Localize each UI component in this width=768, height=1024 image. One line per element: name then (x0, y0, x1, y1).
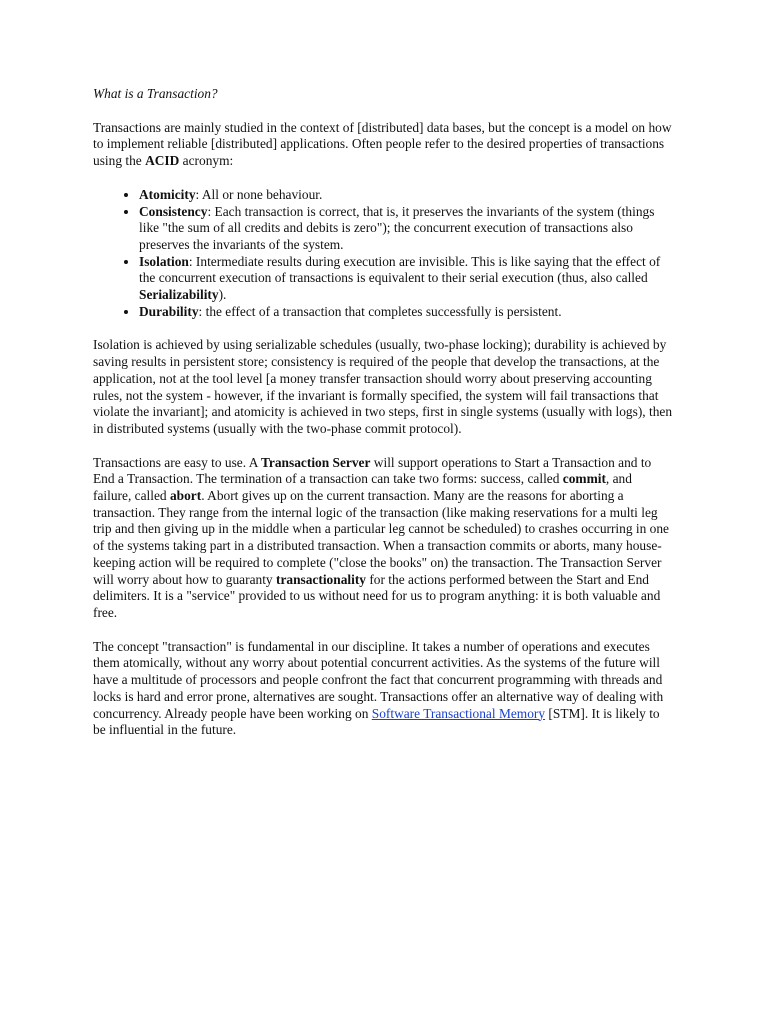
desc-isolation-end: ). (218, 287, 227, 303)
document-page (93, 86, 673, 756)
term-transactionality: transactionality (275, 571, 366, 587)
desc-durability: : the effect of a transaction that completes successfully is persistent. (198, 303, 562, 319)
term-consistency: Consistency (139, 203, 208, 219)
term-isolation: Isolation (139, 253, 189, 269)
desc-isolation: : Intermediate results during execution are invisible. This is like saying that the effect of the concurrent execution of transactions is equivalent to their serial execution (thus, also called (139, 253, 661, 286)
intro-text-before: Transactions are mainly studied in the context of [distributed] data bases, but the concept is a model on how to implement reliable [distributed] applications. Often people refer to the desired properties of transactions using the (93, 119, 672, 169)
term-atomicity: Atomicity (139, 186, 196, 202)
intro-paragraph (93, 120, 673, 170)
concept-text-2: [STM]. It is likely to be influential in the future. (93, 705, 660, 738)
transaction-server-paragraph (93, 455, 673, 622)
stm-link[interactable]: Software Transactional Memory (371, 705, 546, 721)
document-title: What is a Transaction? (93, 86, 218, 101)
server-text-2: will support operations to Start a Transaction and to End a Transaction. The termination of a transaction can take two forms: success, called (93, 454, 652, 487)
isolation-paragraph: Isolation is achieved by using serializable schedules (usually, two-phase locking); durability is achieved by saving results in persistent store; consistency is required of the people that develop the transactions, at the application, not at the tool level [a money transfer transaction should worry about preserving accounting rules, not the system - however, if the invariant is formally specified, the system will fail transactions that violate the invariant]; and atomicity is achieved in two steps, first in single systems (usually with logs), then in distributed systems (usually with the two-phase commit protocol). (93, 337, 673, 436)
term-serializability: Serializability (139, 287, 219, 303)
server-text-3: , and failure, called (93, 471, 632, 504)
list-item-durability (139, 304, 673, 321)
list-item-atomicity (139, 187, 673, 204)
concept-text-1: The concept "transaction" is fundamental in our discipline. It takes a number of operations and executes them atomically, without any worry about potential concurrent activities. As the systems of the future will have a multitude of processors and people confront the fact that concurrent programming with threads and locks is hard and error prone, alternatives are sought. Transactions offer an alternative way of dealing with concurrency. Already people have been working on (93, 638, 664, 721)
list-item-consistency (139, 204, 673, 254)
server-text-1: Transactions are easy to use. A (93, 454, 261, 470)
acid-term: ACID (145, 153, 180, 169)
term-transaction-server: Transaction Server (260, 454, 371, 470)
intro-text-after: acronym: (179, 153, 234, 169)
term-commit: commit (562, 471, 606, 487)
term-durability: Durability (139, 303, 199, 319)
acid-properties-list (93, 187, 673, 321)
desc-atomicity: : All or none behaviour. (195, 186, 323, 202)
list-item-isolation (139, 254, 673, 304)
server-text-4: . Abort gives up on the current transaction. Many are the reasons for aborting a transaction. They range from the internal logic of the transaction (like making reservations for a multi leg trip and then giving up in the middle when a particular leg cannot be scheduled) to crashes occurring in one of the systems taking part in a distributed transaction. When a transaction commits or aborts, many house-keeping action will be required to complete ("close the books" on) the transaction. The Transaction Server will worry about how to guaranty (93, 488, 669, 587)
desc-consistency: : Each transaction is correct, that is, it preserves the invariants of the system (things like "the sum of all credits and debits is zero"); the concurrent execution of transactions also preserves the invariants of the system. (139, 203, 655, 252)
server-text-5: for the actions performed between the Start and End delimiters. It is a "service" provided to us without need for us to program anything: it is both valuable and free. (93, 571, 661, 620)
term-abort: abort (169, 488, 202, 504)
concept-paragraph (93, 639, 673, 739)
